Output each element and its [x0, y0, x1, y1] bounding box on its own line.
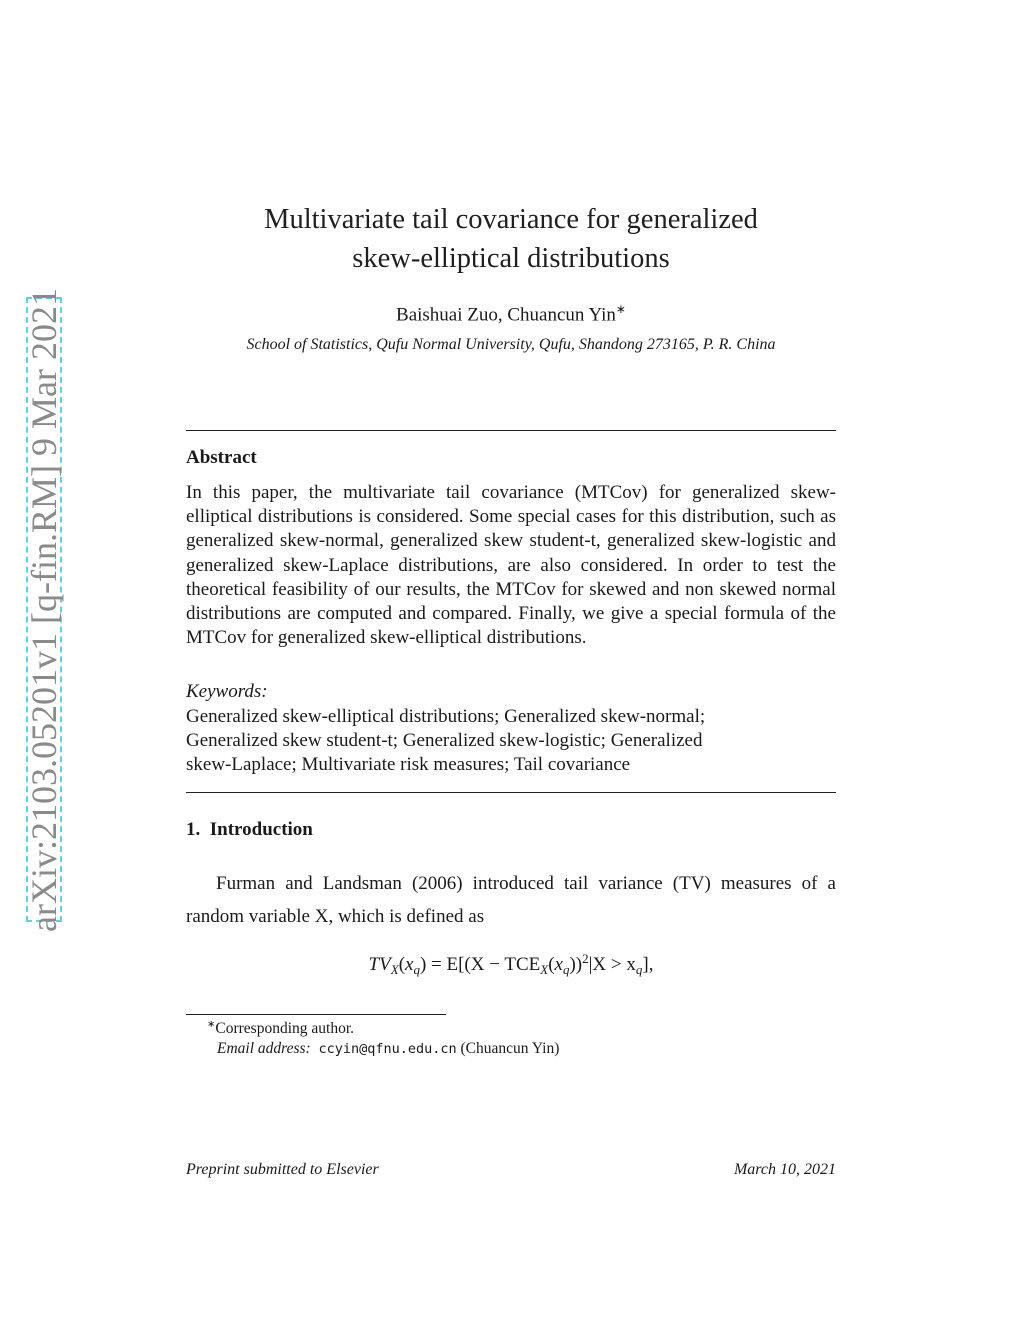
- tail-variance-equation: $TV_X(x_q) = E[(X - TCE_X(x_q))^2|X > x_q]$,: [368, 951, 654, 977]
- section-number: 1.: [186, 819, 201, 840]
- arxiv-stamp[interactable]: [24, 287, 64, 932]
- keywords-label: Keywords:: [186, 681, 268, 702]
- paper-title: [186, 200, 836, 278]
- abstract-heading: Abstract: [186, 447, 257, 468]
- eq-arg: q: [413, 962, 420, 977]
- abstract-bottom-rule: [186, 792, 836, 793]
- email-owner: (Chuancun Yin): [460, 1040, 560, 1057]
- author-footnote-mark[interactable]: ∗: [615, 302, 626, 316]
- arxiv-id[interactable]: arXiv:2103.05201v1 [q-fin.RM] 9 Mar 2021: [24, 287, 64, 932]
- footnote-corresponding: [207, 1019, 354, 1038]
- abstract-body: [186, 481, 836, 650]
- intro-text: Furman and Landsman (2006) introduced tail variance (TV) measures of a random variable X, which is defined as: [186, 873, 836, 927]
- keywords-line: Generalized skew-elliptical distributions; Generalized skew-normal;: [186, 706, 706, 727]
- email-label: Email address:: [217, 1040, 311, 1057]
- email-link[interactable]: ccyin@qfnu.edu.cn: [318, 1041, 457, 1057]
- footer-date: March 10, 2021: [733, 1161, 836, 1178]
- title-line-1: Multivariate tail covariance for generalized: [264, 204, 758, 235]
- authors-text: Baishuai Zuo, Chuancun Yin: [396, 304, 616, 326]
- section-title: Introduction: [209, 819, 313, 840]
- affiliation: School of Statistics, Qufu Normal University, Qufu, Shandong 273165, P. R. China: [246, 336, 776, 353]
- title-line-2: skew-elliptical distributions: [352, 243, 670, 274]
- footnote-mark: ∗: [207, 1019, 216, 1030]
- eq-rhs-sub: X: [540, 962, 549, 977]
- eq-power: 2: [582, 951, 589, 966]
- footnote-rule: [186, 1014, 446, 1015]
- keywords-line: skew-Laplace; Multivariate risk measures; Tail covariance: [186, 754, 631, 776]
- section-heading: [186, 819, 313, 841]
- footnote-email: [217, 1040, 559, 1058]
- eq-rhs-suffix: |X > x: [588, 954, 636, 975]
- abstract-text: In this paper, the multivariate tail covariance (MTCov) for generalized skew-elliptical distributions is considered. Some special cases for this distribution, such as generalized skew-normal, generalized skew student-t, generalized skew-logistic and generalized skew-Laplace distributions, are also considered. In order to test the theoretical feasibility of our results, the MTCov for skewed and non skewed normal distributions are computed and compared. Finally, we give a special formula of the MTCov for generalized skew-elliptical distributions.: [186, 482, 836, 649]
- intro-paragraph: [186, 867, 836, 933]
- eq-lhs-sub: X: [390, 962, 399, 977]
- footer-left: Preprint submitted to Elsevier: [186, 1161, 379, 1178]
- abstract-top-rule: [186, 430, 836, 431]
- author-list: [186, 302, 836, 326]
- keywords-line: Generalized skew student-t; Generalized skew-logistic; Generalized: [186, 730, 703, 752]
- eq-lhs: TV: [368, 954, 391, 975]
- eq-rhs-prefix: E[(X − TCE: [446, 954, 541, 975]
- footnote-text: Corresponding author.: [215, 1020, 355, 1038]
- keywords-list: [186, 705, 836, 778]
